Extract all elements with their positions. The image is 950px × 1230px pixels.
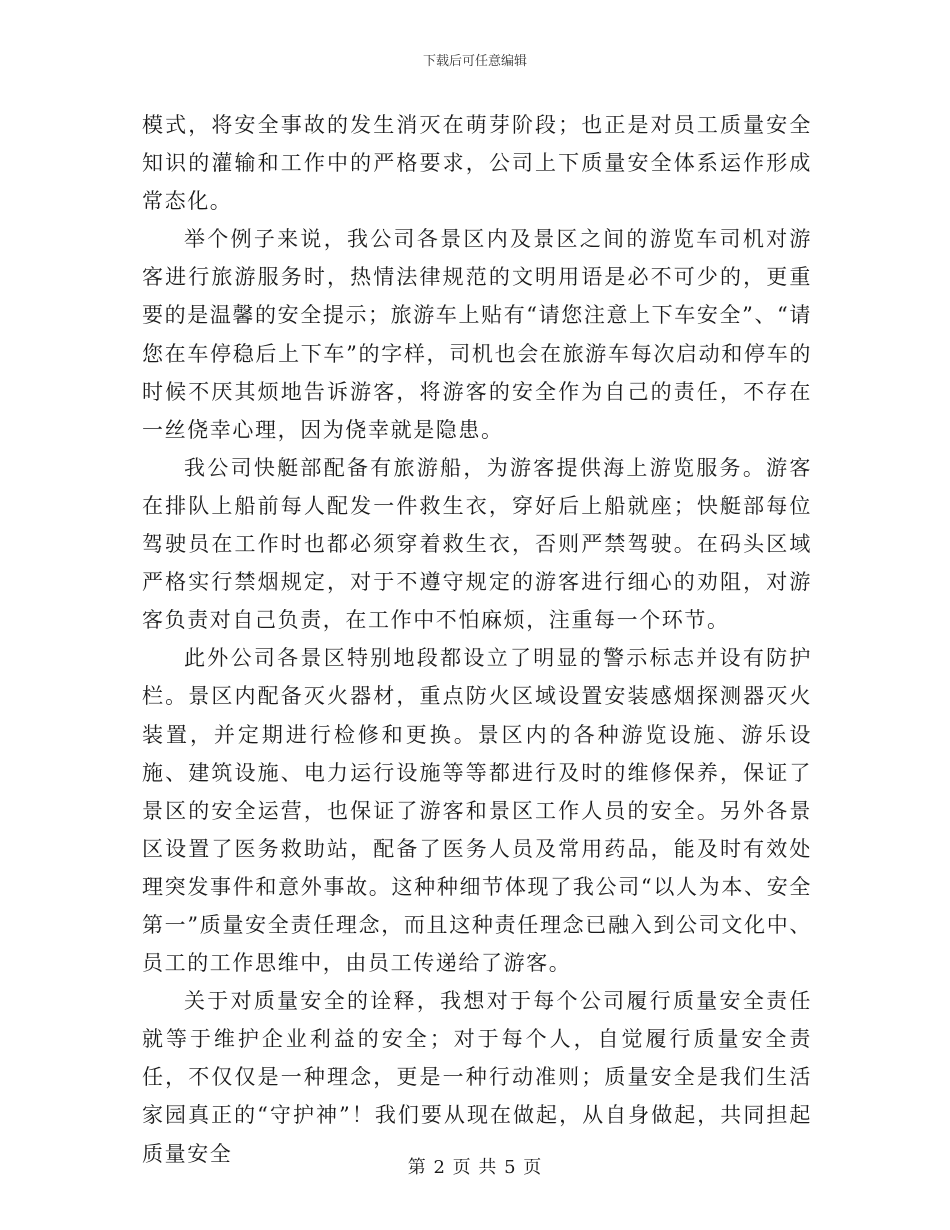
paragraph-continuation: 模式，将安全事故的发生消灭在萌芽阶段；也正是对员工质量安全知识的灌输和工作中的严格要求，公司上下质量安全体系运作形成常态化。	[142, 113, 812, 214]
page-footer: 第 2 页 共 5 页	[407, 1157, 543, 1178]
paragraph-speedboat-department: 我公司快艇部配备有旅游船，为游客提供海上游览服务。游客在排队上船前每人配发一件救生衣，穿好后上船就座；快艇部每位驾驶员在工作时也都必须穿着救生衣，否则严禁驾驶。在码头区域严格实行禁烟规定，对于不遵守规定的游客进行细心的劝阻，对游客负责对自己负责，在工作中不怕麻烦，注重每一个环节。	[142, 455, 812, 633]
document-body	[142, 106, 812, 1173]
paragraph-tour-bus-example: 举个例子来说，我公司各景区内及景区之间的游览车司机对游客进行旅游服务时，热情法律规范的文明用语是必不可少的，更重要的是温馨的安全提示；旅游车上贴有“请您注意上下车安全”、“请您在车停稳后上下车”的字样，司机也会在旅游车每次启动和停车的时候不厌其烦地告诉游客，将游客的安全作为自己的责任，不存在一丝侥幸心理，因为侥幸就是隐患。	[142, 227, 812, 442]
page-header: 下载后可任意编辑	[422, 54, 527, 69]
paragraph-scenic-area-safety: 此外公司各景区特别地段都设立了明显的警示标志并设有防护栏。景区内配备灭火器材，重点防火区域设置安装感烟探测器灭火装置，并定期进行检修和更换。景区内的各种游览设施、游乐设施、建筑设施、电力运行设施等等都进行及时的维修保养，保证了景区的安全运营，也保证了游客和景区工作人员的安全。另外各景区设置了医务救助站，配备了医务人员及常用药品，能及时有效处理突发事件和意外事故。这种种细节体现了我公司“以人为本、安全第一”质量安全责任理念，而且这种责任理念已融入到公司文化中、员工的工作思维中，由员工传递给了游客。	[142, 646, 812, 976]
paragraph-quality-safety-interpretation: 关于对质量安全的诠释，我想对于每个公司履行质量安全责任就等于维护企业利益的安全；对于每个人，自觉履行质量安全责任，不仅仅是一种理念，更是一种行动准则；质量安全是我们生活家园真正的“守护神”！我们要从现在做起，从自身做起，共同担起质量安全	[142, 989, 812, 1166]
